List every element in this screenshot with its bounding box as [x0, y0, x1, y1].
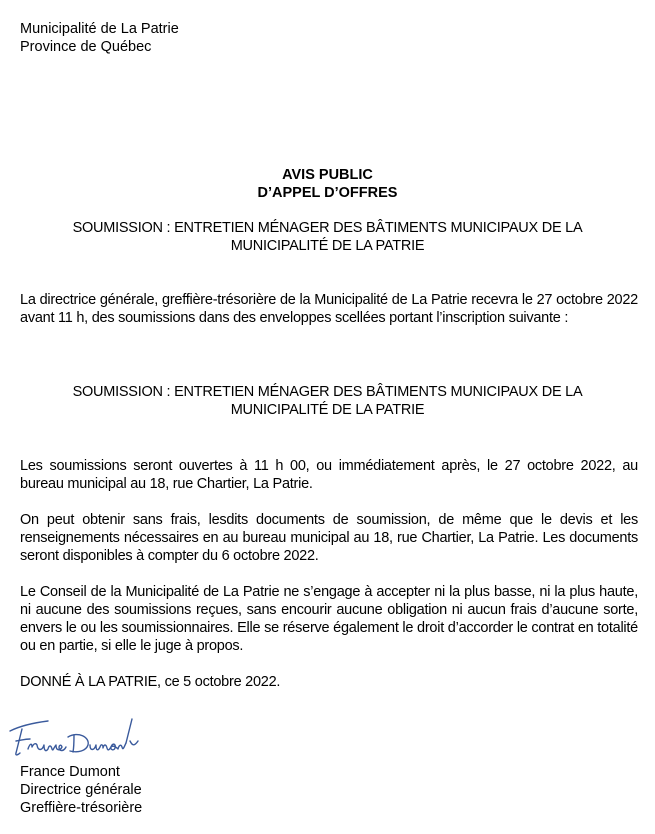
province-name: Province de Québec	[20, 39, 152, 55]
given-at-line: DONNÉ À LA PATRIE, ce 5 octobre 2022.	[20, 674, 281, 690]
municipality-name: Municipalité de La Patrie	[20, 21, 179, 37]
signer-title-1: Directrice générale	[20, 782, 142, 798]
signer-name: France Dumont	[20, 764, 120, 780]
notice-title	[0, 166, 655, 202]
documents-paragraph: On peut obtenir sans frais, lesdits documents de soumission, de même que le devis et les renseignements nécessaires en au bureau municipal au 18, rue Chartier, La Patrie. Les documents seront disponibles à compter du 6 octobre 2022.	[20, 512, 638, 564]
notice-title-line-1: AVIS PUBLIC	[282, 167, 373, 183]
letterhead	[20, 20, 179, 56]
disclaimer-paragraph: Le Conseil de la Municipalité de La Patrie ne s’engage à accepter ni la plus basse, ni la plus haute, ni aucune des soumissions reçues, sans encourir aucune obligation ni aucun frais d’aucune sorte, envers le ou les soumissionnaires. Elle se réserve également le droit d’accorder le contrat en totalité ou en partie, si elle le juge à propos.	[20, 584, 638, 654]
intro-paragraph: La directrice générale, greffière-trésorière de la Municipalité de La Patrie recevra le 27 octobre 2022 avant 11 h, des soumissions dans des enveloppes scellées portant l’inscription suivante :	[20, 292, 638, 326]
tender-subject-line-2: MUNICIPALITÉ DE LA PATRIE	[230, 238, 425, 254]
notice-title-line-2: D’APPEL D’OFFRES	[257, 185, 398, 201]
envelope-inscription	[20, 383, 635, 419]
tender-subject	[20, 219, 635, 255]
envelope-inscription-line-1: SOUMISSION : ENTRETIEN MÉNAGER DES BÂTIMENTS MUNICIPAUX DE LA	[72, 384, 583, 400]
signer-info	[20, 763, 142, 817]
opening-paragraph: Les soumissions seront ouvertes à 11 h 00, ou immédiatement après, le 27 octobre 2022, au bureau municipal au 18, rue Chartier, La Patrie.	[20, 458, 638, 492]
signer-title-2: Greffière-trésorière	[20, 800, 143, 816]
tender-subject-line-1: SOUMISSION : ENTRETIEN MÉNAGER DES BÂTIMENTS MUNICIPAUX DE LA	[72, 220, 583, 236]
handwritten-signature	[4, 707, 154, 763]
envelope-inscription-line-2: MUNICIPALITÉ DE LA PATRIE	[230, 402, 425, 418]
